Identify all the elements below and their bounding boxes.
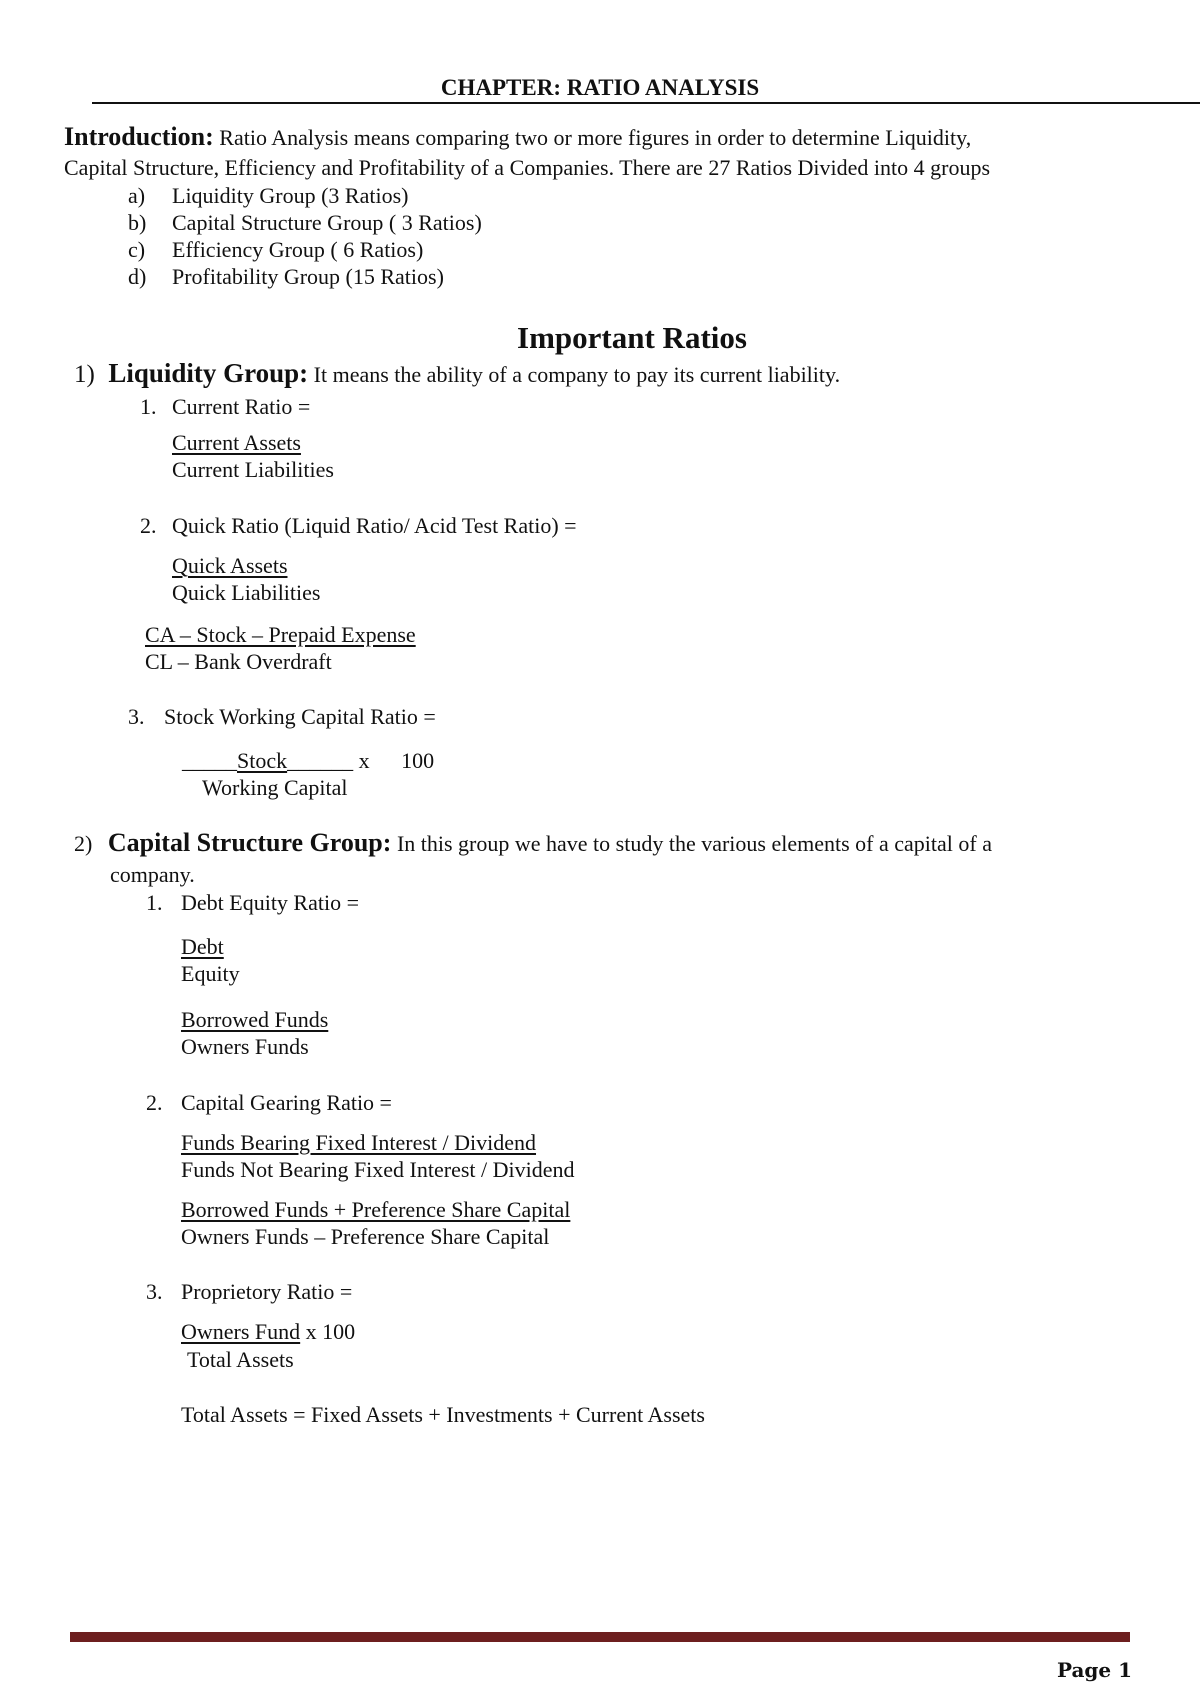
liquidity-heading: Liquidity Group: <box>108 358 309 388</box>
ratio-label: 1. Debt Equity Ratio = <box>146 890 359 915</box>
page-number: Page 1 <box>1056 1658 1132 1682</box>
intro-text-1: Ratio Analysis means comparing two or more figures in order to determine Liquidity, <box>213 125 972 150</box>
group-list-item <box>128 210 482 236</box>
section-heading: Important Ratios <box>517 320 747 355</box>
fraction-numerator: Debt <box>181 934 224 959</box>
intro-line-1 <box>64 124 971 151</box>
fraction-denominator: Equity <box>181 961 240 986</box>
total-assets-note: Total Assets = Fixed Assets + Investments + Current Assets <box>181 1402 705 1427</box>
ratio-label: 2. Capital Gearing Ratio = <box>146 1090 392 1115</box>
page-title: CHAPTER: RATIO ANALYSIS <box>440 75 760 100</box>
group-list-item <box>128 183 409 209</box>
intro-label: Introduction: <box>64 122 214 151</box>
fraction-numerator: CA – Stock – Prepaid Expense <box>145 622 416 647</box>
liquidity-heading-line <box>74 360 840 388</box>
fraction-denominator: CL – Bank Overdraft <box>145 649 332 674</box>
fraction-numerator: Funds Bearing Fixed Interest / Dividend <box>181 1130 537 1155</box>
capital-structure-desc-2: company. <box>110 862 195 887</box>
fraction-denominator: Total Assets <box>187 1347 294 1372</box>
list-marker: b) <box>128 210 147 235</box>
intro-line-2: Capital Structure, Efficiency and Profitability of a Companies. There are 27 Ratios Divided into 4 groups <box>64 155 991 180</box>
fraction-denominator: Owners Funds <box>181 1034 309 1059</box>
ratio-label: 2. Quick Ratio (Liquid Ratio/ Acid Test Ratio) = <box>140 513 577 538</box>
fraction-numerator: Borrowed Funds <box>181 1007 329 1032</box>
fraction-numerator: _____Stock______ x 100 <box>182 748 435 773</box>
ratio-label: 3. Stock Working Capital Ratio = <box>128 704 436 729</box>
list-marker: d) <box>128 264 147 289</box>
list-item-text: Liquidity Group (3 Ratios) <box>172 183 409 208</box>
section-number: 2) <box>74 831 93 856</box>
capital-structure-heading-line <box>74 830 992 857</box>
fraction-denominator: Current Liabilities <box>172 457 334 482</box>
capital-structure-heading: Capital Structure Group: <box>107 828 392 857</box>
list-item-text: Capital Structure Group ( 3 Ratios) <box>172 210 482 235</box>
fraction-numerator: Quick Assets <box>172 553 288 578</box>
group-list-item <box>128 264 444 290</box>
list-item-text: Profitability Group (15 Ratios) <box>172 264 444 289</box>
liquidity-desc: It means the ability of a company to pay its current liability. <box>308 362 841 387</box>
list-marker: a) <box>128 183 146 208</box>
fraction-numerator: Borrowed Funds + Preference Share Capital <box>181 1197 571 1222</box>
title-rule <box>92 102 1200 104</box>
footer-rule <box>70 1632 1130 1642</box>
list-item-text: Efficiency Group ( 6 Ratios) <box>172 237 424 262</box>
ratio-label: 3. Proprietory Ratio = <box>146 1279 353 1304</box>
fraction-numerator: Owners Fund x 100 <box>181 1319 356 1344</box>
fraction-numerator: Current Assets <box>172 430 301 455</box>
capital-structure-desc: In this group we have to study the various elements of a capital of a <box>391 831 992 856</box>
list-marker: c) <box>128 237 146 262</box>
section-number: 1) <box>74 361 95 388</box>
fraction-denominator: Quick Liabilities <box>172 580 321 605</box>
fraction-denominator: Owners Funds – Preference Share Capital <box>181 1224 550 1249</box>
fraction-denominator: Funds Not Bearing Fixed Interest / Dividend <box>181 1157 575 1182</box>
group-list-item <box>128 237 424 263</box>
fraction-denominator: Working Capital <box>202 775 348 800</box>
ratio-label: 1. Current Ratio = <box>140 394 311 419</box>
